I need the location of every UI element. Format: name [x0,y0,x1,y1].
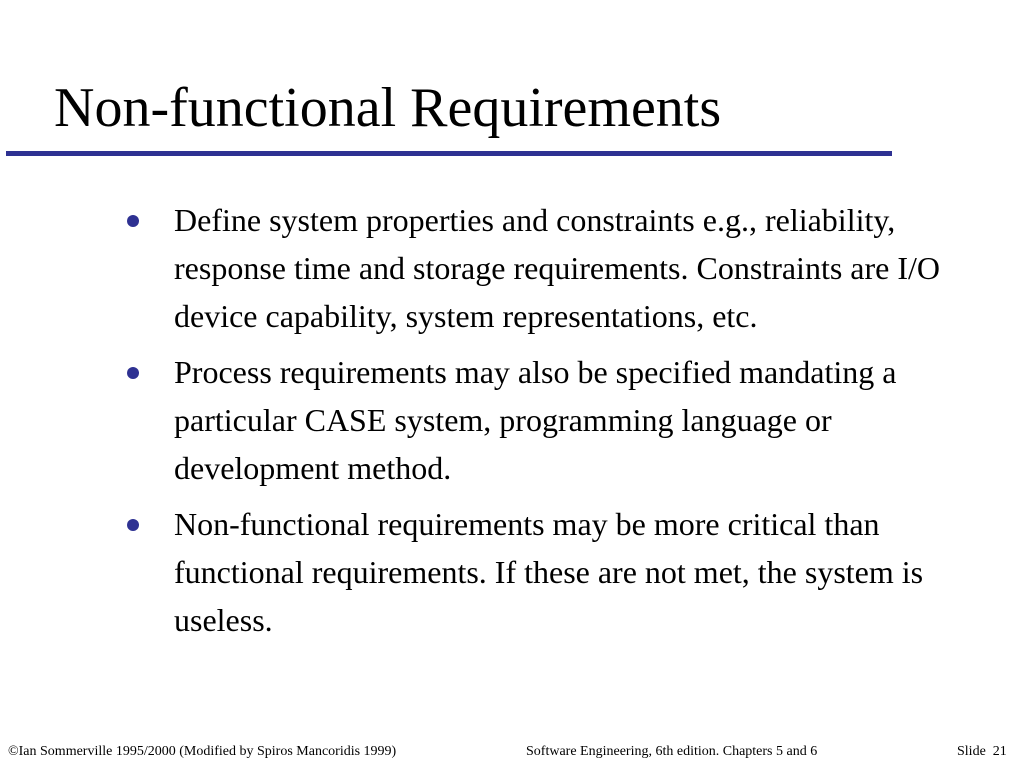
bullet-item [174,348,974,492]
footer-copyright: ©Ian Sommerville 1995/2000 (Modified by Spiros Mancoridis 1999) [8,744,397,759]
bullet-text: Process requirements may also be specified mandating a particular CASE system, programming language or development method. [174,354,897,486]
slide-title: Non-functional Requirements [54,77,722,139]
title-underline [6,151,892,156]
footer-slide-number [957,744,1007,760]
slide-label: Slide [957,744,986,759]
slide-number: 21 [992,744,1007,759]
bullet-dot-icon [127,215,139,227]
bullet-text: Define system properties and constraints e.g., reliability, response time and storage requirements. Constraints are I/O device capability, system representations, etc. [174,202,940,334]
bullet-dot-icon [127,519,139,531]
footer-book-title: Software Engineering, 6th edition. Chapters 5 and 6 [526,744,818,759]
bullet-dot-icon [127,367,139,379]
bullet-text: Non-functional requirements may be more critical than functional requirements. If these are not met, the system is useless. [174,506,924,638]
bullet-item [174,500,974,644]
bullet-list [174,196,974,652]
bullet-item [174,196,974,340]
